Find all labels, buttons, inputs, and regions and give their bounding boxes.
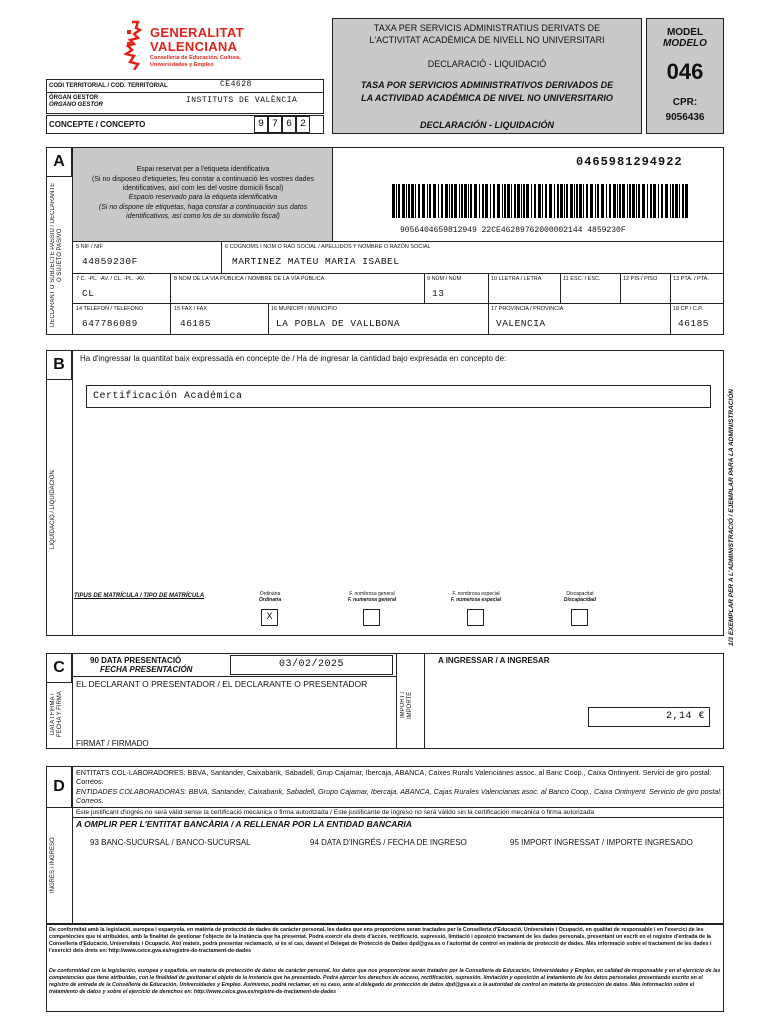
cpr-label: CPR: bbox=[672, 97, 698, 108]
matricula-checkbox-ordinaria[interactable]: X bbox=[261, 609, 278, 626]
modelo-label: MODELO bbox=[663, 38, 707, 49]
presentation-date-value: 03/02/2025 bbox=[279, 659, 345, 670]
barcode-bar bbox=[464, 184, 467, 218]
barcode-bar bbox=[622, 184, 625, 218]
concept-value: Certificación Académica bbox=[93, 391, 243, 402]
barcode-bar bbox=[679, 184, 680, 218]
currency-symbol: € bbox=[698, 711, 705, 722]
barcode-bar bbox=[682, 184, 684, 218]
declarant-label: EL DECLARANT O PRESENTADOR / EL DECLARANTE O PRESENTADOR bbox=[76, 679, 368, 689]
title-valencian-2: L'ACTIVITAT ACADÈMICA DE NIVELL NO UNIVERSITARI bbox=[369, 35, 605, 45]
barcode-bar bbox=[514, 184, 516, 218]
reserved-label-es: Espacio reservado para la etiqueta identificativa bbox=[128, 194, 278, 201]
matricula-option-label-es: Discapacidad bbox=[563, 597, 597, 603]
section-b-side-label: LIQUIDACIÓ / LIQUIDACIÓN bbox=[50, 470, 56, 550]
barcode-bar bbox=[406, 184, 407, 218]
presentation-date-label: 90 DATA PRESENTACIÓ bbox=[90, 656, 182, 665]
barcode-bar bbox=[422, 184, 425, 218]
street-type-label: 7 C. -PL. -AV. / CL. -PL. -AV. bbox=[76, 276, 146, 282]
phone-label: 14 TELÈFON / TELÉFONO bbox=[76, 306, 144, 312]
barcode-bar bbox=[579, 184, 582, 218]
barcode-bar bbox=[617, 184, 618, 218]
barcode-bar bbox=[454, 184, 457, 218]
barcode-bar bbox=[531, 184, 532, 218]
bank-branch-label: 93 BANC-SUCURSAL / BANCO-SUCURSAL bbox=[90, 838, 251, 847]
barcode-bar bbox=[554, 184, 555, 218]
matricula-option-label: F. nombrosa especial bbox=[452, 591, 500, 597]
barcode-bar bbox=[661, 184, 663, 218]
number-label: 9 NÚM / NÚM bbox=[427, 276, 462, 282]
barcode-bar bbox=[459, 184, 460, 218]
section-c-side-label: DATA I FIRMA / FECHA Y FIRMA bbox=[50, 691, 63, 737]
matricula-checkbox-discapacitat[interactable] bbox=[571, 609, 588, 626]
matricula-option-label: Discapacitat bbox=[566, 591, 594, 597]
gva-logo bbox=[122, 20, 252, 80]
barcode-bar bbox=[449, 184, 450, 218]
barcode-bar bbox=[538, 184, 541, 218]
municipality-label: 16 MUNICIPI / MUNICIPIO bbox=[271, 306, 338, 312]
barcode-bar bbox=[392, 184, 395, 218]
barcode-bar bbox=[590, 184, 593, 218]
deposited-amount-label: 95 IMPORT INGRESSAT / IMPORTE INGRESADO bbox=[510, 838, 693, 847]
fax-value: 46185 bbox=[180, 318, 212, 329]
name-value: MARTINEZ MATEU MARIA ISABEL bbox=[232, 256, 400, 267]
barcode-bar bbox=[526, 184, 529, 218]
matricula-option-label-es: F. numerosa general bbox=[347, 597, 397, 603]
concept-digit: 2 bbox=[296, 116, 310, 133]
barcode-bar bbox=[470, 184, 472, 218]
title-valencian-1: TAXA PER SERVICIS ADMINISTRATIUS DERIVATS DE bbox=[373, 23, 601, 33]
privacy-footer bbox=[46, 924, 724, 1012]
concept-field bbox=[86, 385, 711, 408]
model-box bbox=[646, 18, 724, 134]
postcode-label: 18 CP / C.P. bbox=[673, 306, 703, 312]
matricula-option[interactable] bbox=[238, 591, 302, 631]
barcode-bar bbox=[396, 184, 397, 218]
floor-label: 12 PIS / PISO bbox=[623, 276, 658, 282]
barcode-bar bbox=[601, 184, 604, 218]
barcode-bar bbox=[511, 184, 512, 218]
barcode-bar bbox=[451, 184, 453, 218]
signed-label: FIRMAT / FIRMADO bbox=[76, 739, 149, 748]
gva-bat-icon bbox=[124, 20, 146, 70]
nif-label: 5 NIF / NIF bbox=[76, 244, 103, 250]
barcode-bar bbox=[642, 184, 645, 218]
matricula-option-label-es: F. numerosa especial bbox=[450, 597, 502, 603]
barcode-bar bbox=[461, 184, 463, 218]
reserved-label-val: Espai reservat per a l'etiqueta identificativa bbox=[136, 166, 270, 173]
concept-digit: 6 bbox=[282, 116, 296, 133]
barcode-bar bbox=[433, 184, 436, 218]
barcode-bar bbox=[468, 184, 469, 218]
barcode-bar bbox=[411, 184, 414, 218]
barcode-bar bbox=[479, 184, 480, 218]
barcode-bar bbox=[564, 184, 565, 218]
privacy-text-val: De conformitat amb la legislació, europea i espanyola, en matèria de protecció de dades de caràcter personal, les dades que ens proporcione seran tractades per la Conselleria d'Educació, Universitats i Ocupació, en qualitat de responsable i en l'exercici de les competències que té atribuïdes, amb la finalitat de gestionar l'objecte de la instància que ha presentat. Podrà exercir els drets d'accés, rectificació, supressió, limitació i oposició tractament de les dades personals, presentant un escrit en el registre d'entrada de la Conselleria d'Educació, Universitats i Ocupació. Així mateix, podrà presentar reclamació, si és el cas, davant el Delegat de Protecció de Dades dpd@gva.es o l'autoritat de control en matèria de protecció de dades. Més informació sobre el tractament de les dades i l'exercici dels drets en: http://www.ceice.gva.es/registre-de-tractament-de-dades bbox=[49, 927, 712, 954]
matricula-option-label: F. nombrosa general bbox=[349, 591, 395, 597]
door-label: 13 PTA. / PTA. bbox=[673, 276, 709, 282]
barcode-bar bbox=[650, 184, 652, 218]
street-name-label: 8 NOM DE LA VIA PÚBLICA / NOMBRE DE LA VÍA PÚBLICA bbox=[174, 276, 325, 282]
copy-side-label: 1/3 EXEMPLAR PER A L'ADMINISTRACIÓ / EJEMPLAR PARA LA ADMINISTRACIÓN bbox=[728, 389, 735, 647]
barcode-bar bbox=[627, 184, 628, 218]
concept-label: CONCEPTE / CONCEPTO bbox=[49, 120, 146, 129]
matricula-checkbox-nombrosa-general[interactable] bbox=[363, 609, 380, 626]
matricula-option-label-es: Ordinaria bbox=[258, 597, 282, 603]
stair-label: 11 ESC. / ESC. bbox=[563, 276, 601, 282]
barcode-bar bbox=[502, 184, 503, 218]
title-block bbox=[332, 18, 642, 134]
barcode-bar bbox=[576, 184, 578, 218]
barcode-bar bbox=[507, 184, 510, 218]
barcode-bar bbox=[523, 184, 525, 218]
barcode-bar bbox=[597, 184, 599, 218]
barcode-bar bbox=[670, 184, 671, 218]
cpr-value: 9056436 bbox=[665, 112, 705, 123]
declaration-valencian: DECLARACIÓ - LIQUIDACIÓ bbox=[427, 59, 547, 69]
province-value: VALENCIA bbox=[496, 318, 546, 329]
barcode-bar bbox=[629, 184, 631, 218]
barcode-bar bbox=[408, 184, 410, 218]
section-d-letter: D bbox=[46, 766, 72, 808]
barcode-bar bbox=[566, 184, 568, 218]
model-number: 046 bbox=[666, 59, 704, 84]
barcode-bar bbox=[613, 184, 616, 218]
barcode-bar bbox=[595, 184, 596, 218]
number-value: 13 bbox=[432, 288, 445, 299]
barcode-bar bbox=[504, 184, 506, 218]
concept-digit: 7 bbox=[268, 116, 282, 133]
barcode-bar bbox=[402, 184, 405, 218]
collaborating-entities-val: ENTITATS COL·LABORADORES: BBVA, Santander, Caixabank, Sabadell, Grup Cajamar, Ibercaja, ABANCA, Caixes Rurals Valencianes assoc. al Banc Coop., Caixa Ontinyent. Servici de giro postal: Correos. bbox=[76, 768, 712, 786]
presentation-date-field[interactable] bbox=[230, 655, 393, 675]
receipt-validity-note: Este justificant d'ingrés no serà vàlid sense la certificació mecànica o firma autoritzada / Este justificante de ingreso no será válido sin la certificación mecánica o firma autorizada bbox=[76, 809, 595, 816]
nif-value: 44859230F bbox=[82, 256, 138, 267]
organ-label-es: ÓRGANO GESTOR bbox=[49, 102, 103, 108]
liquidation-instruction bbox=[80, 354, 506, 363]
barcode-bar bbox=[445, 184, 448, 218]
bank-fill-header: A OMPLIR PER L'ENTITAT BANCÀRIA / A RELLENAR POR LA ENTIDAD BANCARIA bbox=[76, 819, 412, 829]
barcode-bar bbox=[638, 184, 640, 218]
concept-digit: 9 bbox=[254, 116, 268, 133]
organ-label: ÒRGAN GESTOR bbox=[49, 95, 99, 101]
municipality-value: LA POBLA DE VALLBONA bbox=[276, 318, 401, 329]
concept-digits bbox=[254, 116, 310, 133]
matricula-label: TIPUS DE MATRÍCULA / TIPO DE MATRÍCULA bbox=[74, 593, 205, 599]
barcode-bar bbox=[418, 184, 420, 218]
barcode-text: 9056404659812949 22CE46289762000002144 4859230F bbox=[400, 226, 626, 235]
declaration-spanish: DECLARACIÓN - LIQUIDACIÓN bbox=[420, 120, 554, 130]
barcode-bar bbox=[560, 184, 563, 218]
phone-value: 647786089 bbox=[82, 318, 138, 329]
barcode-bar bbox=[685, 184, 688, 218]
section-a-side-label: DECLARANT O SUBJECTE PASSIU / DECLARANTE O SUJETO PASIVO bbox=[50, 182, 63, 328]
province-label: 17 PROVÍNCIA / PROVINCIA bbox=[491, 306, 564, 312]
barcode-bar bbox=[517, 184, 520, 218]
barcode-bar bbox=[632, 184, 635, 218]
barcode-bar bbox=[485, 184, 488, 218]
barcode-bar bbox=[415, 184, 416, 218]
barcode-bar bbox=[542, 184, 543, 218]
logo-subtitle: Conselleria de Educación, Cultura, Universidades y Empleo bbox=[150, 55, 241, 68]
matricula-option-label: Ordinària bbox=[259, 591, 281, 597]
barcode-bar bbox=[619, 184, 621, 218]
reserved-label-val-note: (Si no disposeu d'etiquetes, feu constar a continuació les vostres dades identificatives, així com les del vostre domicili fiscal) bbox=[92, 176, 314, 192]
matricula-option[interactable] bbox=[548, 591, 612, 631]
barcode-bar bbox=[653, 184, 656, 218]
territorial-code-value: CE4628 bbox=[220, 80, 252, 89]
street-type-value: CL bbox=[82, 288, 95, 299]
matricula-option[interactable] bbox=[332, 591, 412, 631]
matricula-option[interactable] bbox=[436, 591, 516, 631]
barcode-bar bbox=[658, 184, 659, 218]
barcode-bar bbox=[570, 184, 573, 218]
barcode-bar bbox=[665, 184, 668, 218]
name-label: 6 COGNOMS I NOM O RAÓ SOCIAL / APELLIDOS Y NOMBRE O RAZÓN SOCIAL bbox=[225, 244, 431, 250]
barcode-bar bbox=[398, 184, 400, 218]
barcode-bar bbox=[441, 184, 443, 218]
amount-number: 2,14 bbox=[665, 711, 692, 722]
barcode-bar bbox=[493, 184, 495, 218]
reserved-label-es-note: (Si no dispone de etiquetas, haga constar a continuación sus datos identificativos, así como los de su domicilio fiscal) bbox=[98, 204, 308, 220]
barcode-bar bbox=[647, 184, 648, 218]
section-d-side-label: INGRÉS / INGRESO bbox=[50, 837, 56, 893]
barcode-bar bbox=[606, 184, 607, 218]
logo-line1: GENERALITAT bbox=[150, 25, 244, 40]
barcode-bar bbox=[675, 184, 678, 218]
barcode-bar bbox=[474, 184, 477, 218]
logo-line2: VALENCIANA bbox=[150, 39, 238, 54]
identification-label-area bbox=[73, 148, 333, 241]
section-a-letter: A bbox=[46, 147, 72, 177]
barcode-bar bbox=[583, 184, 584, 218]
title-spanish-1: TASA POR SERVICIOS ADMINISTRATIVOS DERIVADOS DE bbox=[360, 80, 614, 90]
barcode-bar bbox=[549, 184, 552, 218]
presentation-date-label-es: FECHA PRESENTACIÓN bbox=[100, 665, 193, 674]
organ-value: INSTITUTS DE VALÈNCIA bbox=[186, 96, 298, 105]
section-b-letter: B bbox=[46, 350, 72, 380]
barcode-bar bbox=[427, 184, 428, 218]
barcode-bar bbox=[497, 184, 500, 218]
letter-label: 10 LLETRA / LETRA bbox=[491, 276, 542, 282]
barcode bbox=[392, 184, 692, 218]
barcode-bar bbox=[490, 184, 491, 218]
barcode-bar bbox=[521, 184, 522, 218]
section-c-letter: C bbox=[46, 653, 72, 683]
barcode-bar bbox=[545, 184, 547, 218]
barcode-bar bbox=[672, 184, 674, 218]
privacy-text-es: De conformidad con la legislación, europea y española, en materia de protección de datos de carácter personal, los datos que nos proporcione serán tratados por la Conselleria de Educación, Universidades y Empleo, en calidad de responsable y en el ejercicio de las competencias que tiene atribuidas, con la finalidad de gestionar el objeto de la instancia que ha presentado. Podrá ejercer los derechos de acceso, rectificación, supresión, limitación y oposición al tratamiento de los datos personales presentando escrito en el registro de entrada de la Conselleria de Educación, Universidades y Empleo. Asimismo, podrá reclamar, en su caso, ante el delegado de protección de datos dpd@gva.es o la autoridad de control en materia de protección de datos. Más información sobre el tratamiento de datos y sobre el ejercicio de derechos en: http://www.ceice.gva.es/registre-de-tractament-de-dades bbox=[49, 968, 721, 995]
amount-field bbox=[588, 707, 710, 727]
title-spanish-2: LA ACTIVIDAD ACADÉMICA DE NIVEL NO UNIVERSITARIO bbox=[361, 93, 613, 103]
collaborating-entities-es: ENTIDADES COLABORADORAS: BBVA, Santander, Caixabank, Sabadell, Grupo Cajamar, Ibercaja, ABANCA, Cajas Rurales Valencianas asoc. al Banco Coop., Caixa Ontinyent. Servicio de giro postal: Correos. bbox=[76, 787, 722, 805]
liquidation-instruction-text: Ha d'ingressar la quantitat baix expressada en concepte de / Ha de ingresar la cantidad bajo expresada en concepto de: bbox=[80, 354, 507, 363]
barcode-bar bbox=[438, 184, 439, 218]
matricula-checkbox-nombrosa-especial[interactable] bbox=[467, 609, 484, 626]
amount-value bbox=[666, 711, 705, 722]
model-label: MODEL bbox=[666, 27, 704, 38]
document-number: 0465981294922 bbox=[576, 155, 683, 169]
import-side-label: IMPORT / IMPORTE bbox=[400, 691, 413, 719]
barcode-bar bbox=[636, 184, 637, 218]
barcode-bar bbox=[557, 184, 559, 218]
barcode-bar bbox=[574, 184, 575, 218]
postcode-value: 46185 bbox=[678, 318, 710, 329]
fax-label: 15 FAX / FAX bbox=[174, 306, 208, 312]
to-pay-label: A INGRESSAR / A INGRESAR bbox=[438, 656, 550, 665]
barcode-bar bbox=[482, 184, 484, 218]
deposit-date-label: 94 DATA D'INGRÉS / FECHA DE INGRESO bbox=[310, 838, 467, 847]
barcode-bar bbox=[534, 184, 536, 218]
barcode-bar bbox=[586, 184, 588, 218]
barcode-bar bbox=[609, 184, 611, 218]
barcode-bar bbox=[429, 184, 431, 218]
territorial-code-label: CODI TERRITORIAL / COD. TERRITORIAL bbox=[49, 83, 168, 89]
